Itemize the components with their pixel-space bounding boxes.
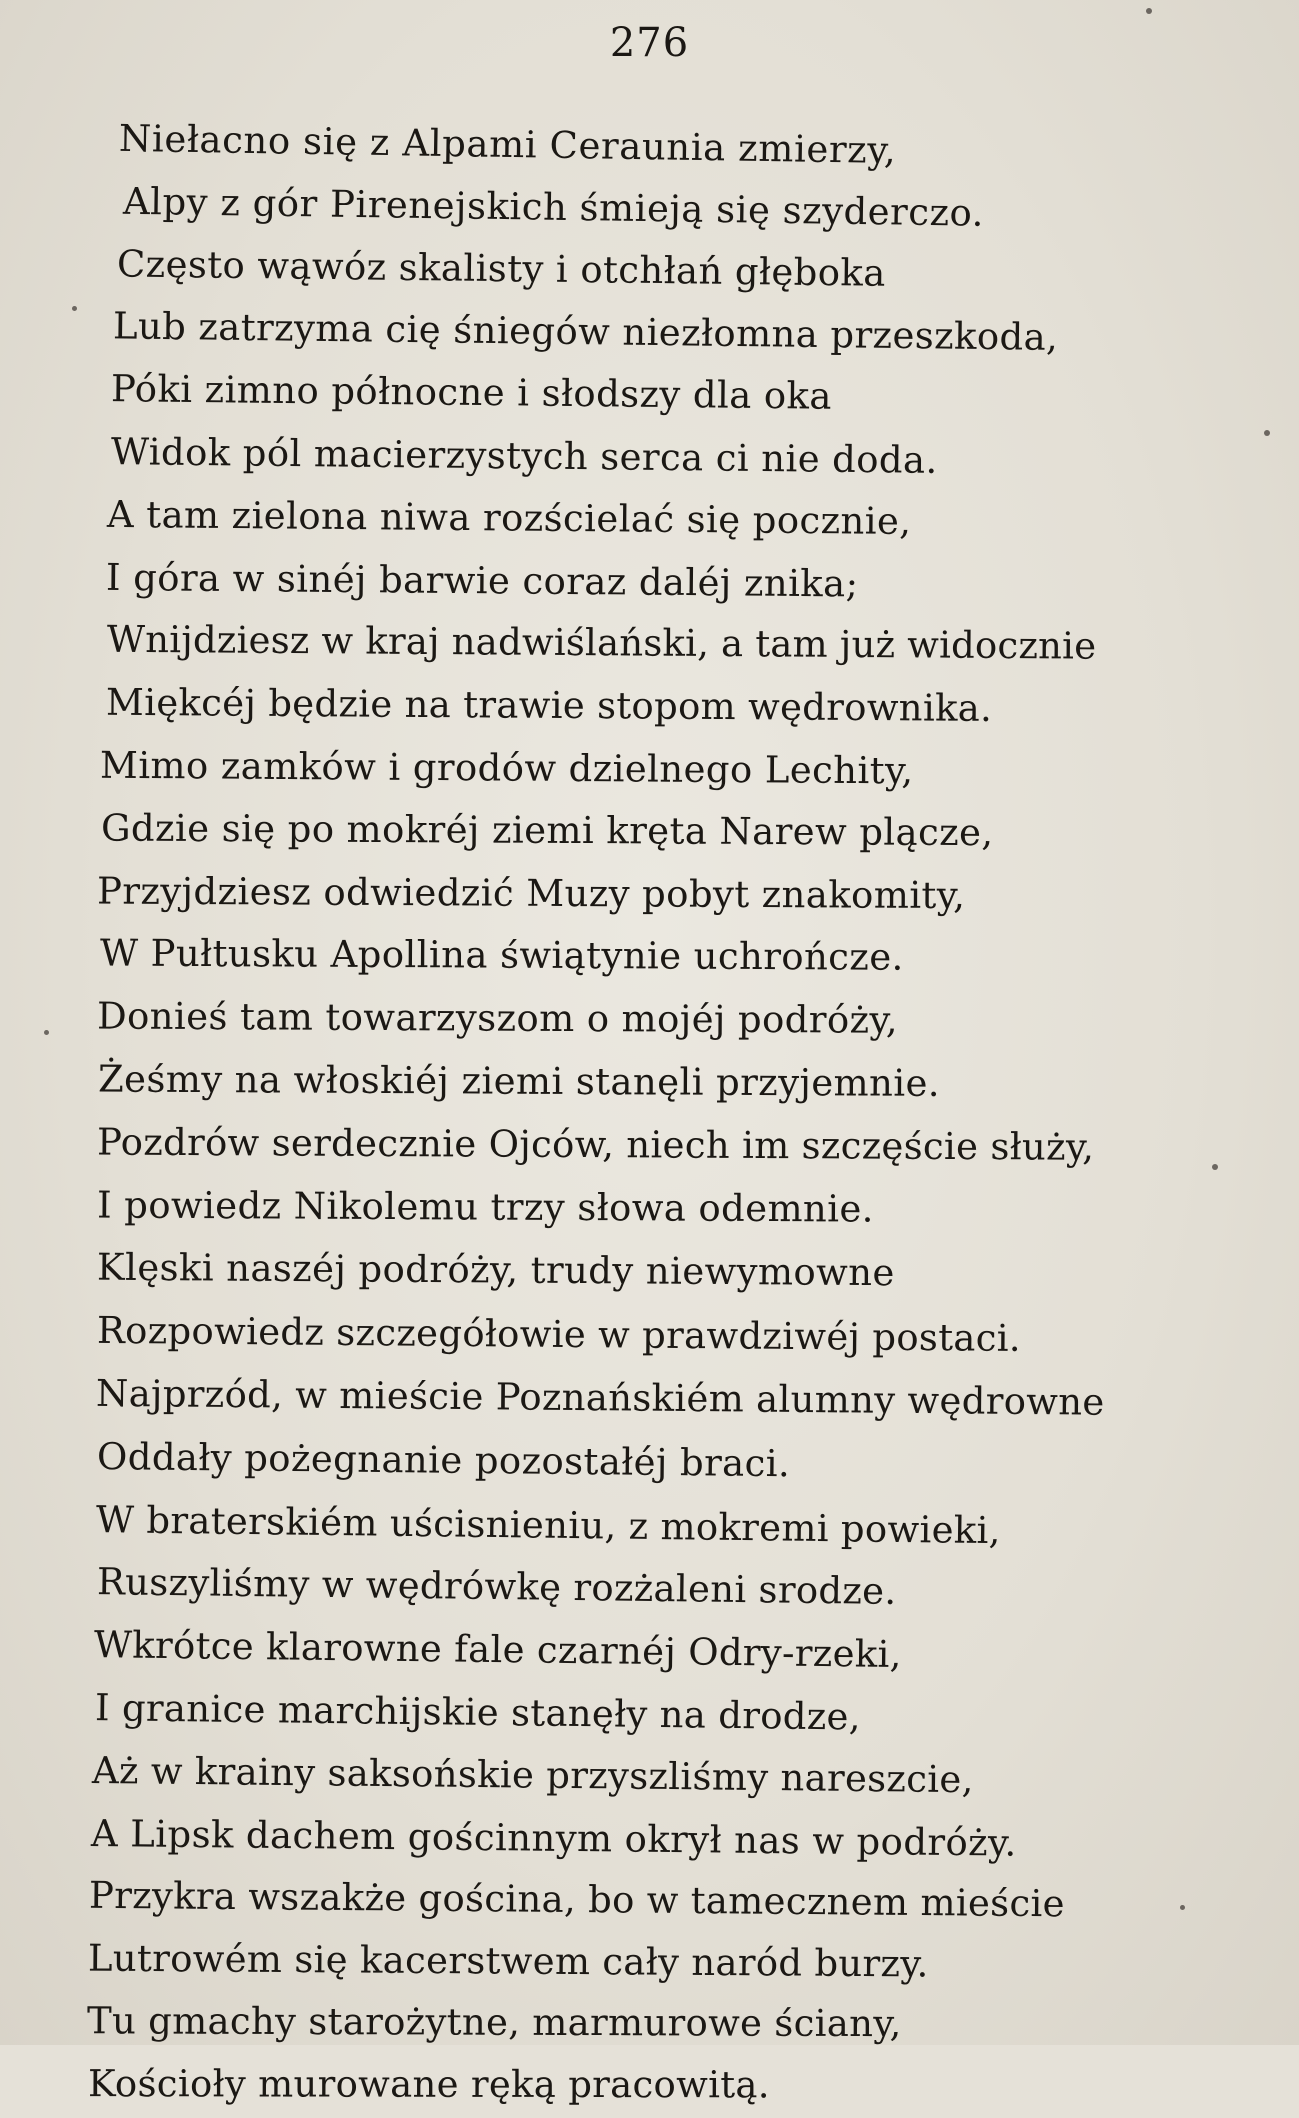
poem-line: Alpy z gór Pirenejskich śmieją się szyderczo.	[122, 179, 985, 235]
poem-line: Pozdrów serdecznie Ojców, niech im szczęście służy,	[96, 1120, 1095, 1169]
poem-line: Przyjdziesz odwiedzić Muzy pobyt znakomity,	[96, 869, 966, 917]
poem-line: Lub zatrzyma cię śniegów niezłomna przeszkoda,	[112, 304, 1059, 360]
poem-line: I granice marchijskie stanęły na drodze,	[94, 1686, 862, 1739]
poem-line: Wkrótce klarowne fale czarnéj Odry-rzeki,	[93, 1623, 902, 1677]
poem-line: Najprzód, w mieście Poznańskiém alumny wędrowne	[95, 1371, 1105, 1424]
poem-line: Gdzie się po mokréj ziemi kręta Narew plącze,	[100, 806, 994, 854]
poem-line: Rozpowiedz szczegółowie w prawdziwéj postaci.	[96, 1308, 1022, 1361]
ink-speck	[1180, 1905, 1185, 1910]
poem-text	[0, 106, 1299, 2116]
poem-line: Widok pól macierzystych serca ci nie doda.	[110, 430, 938, 482]
poem-line: Donieś tam towarzyszom o mojéj podróży,	[96, 994, 899, 1042]
poem-line: W Pułtusku Apollina świątynie uchrończe.	[99, 931, 904, 980]
poem-line: Przykra wszakże gościna, bo w tamecznem mieście	[88, 1874, 1065, 1926]
poem-line: Żeśmy na włoskiéj ziemi stanęli przyjemnie.	[97, 1057, 941, 1105]
poem-line: Lutrowém się kacerstwem cały naród burzy.	[87, 1936, 929, 1986]
poem-line: I powiedz Nikolemu trzy słowa odemnie.	[96, 1183, 875, 1231]
poem-line: Często wąwóz skalisty i otchłań głęboka	[116, 242, 886, 295]
poem-line: Ruszyliśmy w wędrówkę rozżaleni srodze.	[96, 1560, 897, 1614]
ink-speck	[72, 306, 77, 311]
ink-speck	[1264, 430, 1270, 436]
poem-line: Wnijdziesz w kraj nadwiślański, a tam już widocznie	[106, 618, 1097, 669]
poem-line: Klęski naszéj podróży, trudy niewymowne	[96, 1246, 895, 1295]
poem-line: Póki zimno północne i słodszy dla oka	[110, 367, 833, 418]
page-number: 276	[609, 20, 690, 66]
poem-line: Tu gmachy starożytne, marmurowe ściany,	[86, 1999, 902, 2046]
poem-line: Miękcéj będzie na trawie stopom wędrownika.	[105, 680, 993, 731]
poem-line: Aż w krainy saksońskie przyszliśmy nareszcie,	[91, 1748, 974, 1801]
poem-line: Niełacno się z Alpami Ceraunia zmierzy,	[118, 116, 897, 173]
poem-line: I góra w sinéj barwie coraz daléj znika;	[105, 555, 859, 606]
poem-line: W braterskiém uścisnieniu, z mokremi powieki,	[95, 1497, 1001, 1552]
ink-speck	[1212, 1164, 1218, 1170]
poem-line: A Lipsk dachem gościnnym okrył nas w podróży.	[90, 1811, 1017, 1865]
ink-speck	[44, 1030, 49, 1035]
poem-line: A tam zielona niwa rozścielać się pocznie,	[106, 492, 912, 543]
poem-line: Kościoły murowane ręką pracowitą.	[87, 2061, 770, 2107]
poem-line: Oddały pożegnanie pozostałéj braci.	[96, 1434, 791, 1486]
poem-line: Mimo zamków i grodów dzielnego Lechity,	[99, 743, 914, 793]
ink-speck	[1146, 8, 1152, 14]
